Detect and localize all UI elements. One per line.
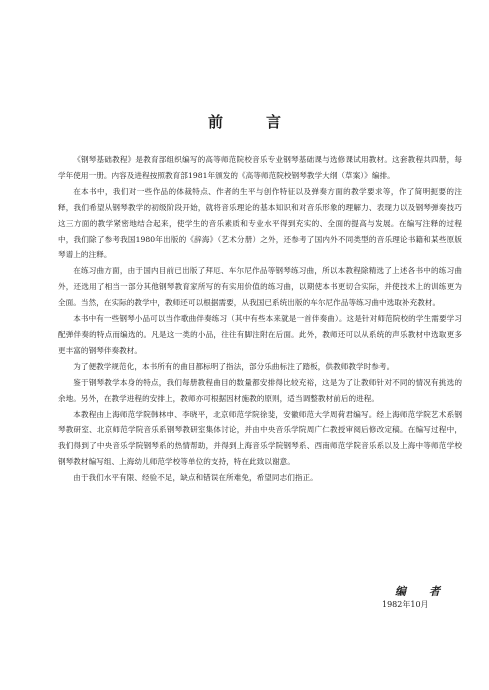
- paragraph: 本教程由上海师范学院韩林申、李晓平，北京师范学院徐斐，安徽师范大学周荷君编写。经上海师范学院艺术系钢琴教研室、北京师范学院音乐系钢琴教研室集体讨论，并由中央音乐学院周广仁教授审阅后修改定稿。在编写过程中，我们得到了中央音乐学院钢琴系的热情帮助，并得到上海音乐学院钢琴系、西南师范学院音乐系以及上海中等师范学校钢琴教材编写组、上海幼儿师范学校等单位的支持，特在此致以谢意。: [58, 409, 462, 467]
- paragraph: 在本书中，我们对一些作品的体裁特点、作者的生平与创作特征以及弹奏方面的教学要求等，作了简明扼要的注释，我们希望从钢琴教学的初级阶段开始，就将音乐理论的基本知识和对音乐形象的理解力、表现力以及钢琴弹奏技巧这三方面的教学紧密地结合起来，使学生的音乐素质和专业水平得到充实的、全面的提高与发展。在编写注释的过程中，我们除了参考我国1980年出版的《辞海》（艺术分册）之外，还参考了国内外不同类型的音乐理论书籍和某些原版琴谱上的注释。: [58, 186, 462, 260]
- paragraph: 《钢琴基础教程》是教育部组织编写的高等师范院校音乐专业钢琴基础课与选修课试用教材。这套教程共四册，每学年使用一册。内容及进程按照教育部1981年颁发的《高等师范院校钢琴教学大纲（草案）》编排。: [58, 155, 462, 180]
- paragraph: 本书中有一些钢琴小品可以当作歌曲伴奏练习（其中有些本来就是一首伴奏曲）。这是针对师范院校的学生需要学习配弹伴奏的特点而编选的。凡是这一类的小品，往往有脚注附在后面。此外，教师还可以从系统的声乐教材中选取更多更丰富的钢琴伴奏教材。: [58, 314, 462, 355]
- paragraph: 由于我们水平有限、经验不足，缺点和错误在所难免，希望同志们指正。: [73, 473, 318, 483]
- author-signature: 编 者: [395, 585, 446, 598]
- paragraph: 为了便教学规范化，本书所有的曲目都标明了指法，部分乐曲标注了踏板，供教师教学时参考。: [73, 361, 395, 371]
- paragraph: 鉴于钢琴教学本身的特点，我们每册教程曲目的数量都安排得比较充裕，这是为了让教师针对不同的情况有挑选的余地。另外，在教学进程的安排上，教师亦可根据因材施教的原则，适当调整教材前后的进程。: [58, 377, 462, 403]
- preface-body: [58, 152, 462, 486]
- paragraph: 在练习曲方面，由于国内目前已出版了拜厄、车尔尼作品等钢琴练习曲，所以本教程除精选了上述各书中的练习曲外，还选用了相当一部分其他钢琴教育家所写的有实用价值的练习曲，以期使本书更切合实际，并使技术上的训练更为全面。当然，在实际的教学中，教师还可以根据需要，从我国已系统出版的车尔尼作品等练习曲中选取补充教材。: [58, 266, 462, 308]
- date-line: 1982年10月: [382, 600, 429, 609]
- page-title: 前 言: [207, 113, 295, 131]
